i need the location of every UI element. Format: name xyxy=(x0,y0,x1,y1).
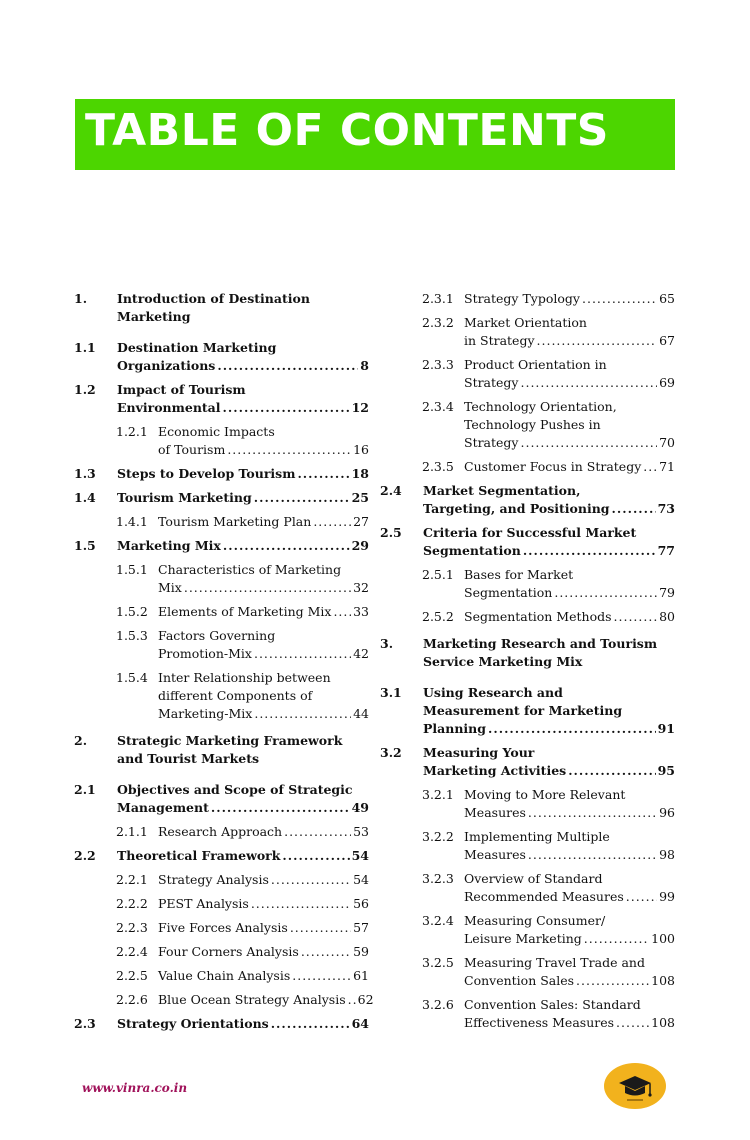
toc-entry-number: 1. xyxy=(74,291,88,306)
toc-page-number: 108 xyxy=(651,973,675,988)
toc-page-number: 99 xyxy=(659,889,675,904)
dot-leader xyxy=(292,967,351,985)
toc-entry-chapter[interactable] xyxy=(74,290,369,326)
toc-entry-title-line: Measures xyxy=(464,805,526,820)
toc-entry-title-line: Inter Relationship between xyxy=(158,670,331,685)
dot-leader xyxy=(521,434,658,452)
toc-page-number: 25 xyxy=(351,490,369,505)
toc-entry-number: 2.2.2 xyxy=(116,896,148,911)
toc-entry-number: 3.2 xyxy=(380,745,402,760)
toc-entry-title-line: Value Chain Analysis xyxy=(158,968,291,983)
toc-entry-number: 2.1 xyxy=(74,782,96,797)
toc-page-number: 29 xyxy=(351,538,369,553)
toc-entry-sub[interactable] xyxy=(74,513,369,531)
toc-entry-number: 2.2.4 xyxy=(116,944,148,959)
dot-leader xyxy=(348,991,356,1009)
toc-entry-title-line: Technology Orientation, xyxy=(464,399,617,414)
toc-entry-title-line: Promotion-Mix xyxy=(158,646,252,661)
toc-entry-title-line: Overview of Standard xyxy=(464,871,603,886)
toc-entry-section[interactable] xyxy=(74,781,369,817)
toc-page-number: 18 xyxy=(351,466,369,481)
toc-entry-title-line: Organizations xyxy=(117,358,216,373)
toc-entry-title-line: Tourism Marketing Plan xyxy=(158,514,312,529)
dot-leader xyxy=(616,1014,649,1032)
toc-entry-sub[interactable] xyxy=(74,561,369,597)
toc-entry-title-line: Factors Governing xyxy=(158,628,276,643)
toc-entry-title-line: Service Marketing Mix xyxy=(423,654,583,669)
toc-entry-section[interactable] xyxy=(74,537,369,555)
toc-entry-sub[interactable] xyxy=(74,967,369,985)
toc-page-number: 64 xyxy=(351,1016,369,1031)
toc-page-number: 70 xyxy=(659,435,675,450)
toc-entry-title-line: Leisure Marketing xyxy=(464,931,582,946)
toc-entry-section[interactable] xyxy=(380,744,675,780)
toc-entry-title-line: Steps to Develop Tourism xyxy=(117,466,296,481)
dot-leader xyxy=(282,847,349,865)
toc-entry-title-line: different Components of xyxy=(158,688,313,703)
toc-entry-number: 2.2.6 xyxy=(116,992,148,1007)
toc-entry-sub[interactable] xyxy=(74,991,374,1009)
toc-entry-sub[interactable] xyxy=(74,627,369,663)
toc-entry-number: 3.2.2 xyxy=(422,829,454,844)
toc-entry-section[interactable] xyxy=(380,684,675,738)
toc-entry-number: 2.3.5 xyxy=(422,459,454,474)
dot-leader xyxy=(184,579,351,597)
dot-leader xyxy=(488,720,656,738)
toc-entry-number: 1.1 xyxy=(74,340,96,355)
toc-entry-number: 1.5.4 xyxy=(116,670,148,685)
dot-leader xyxy=(554,584,657,602)
toc-entry-number: 3.2.4 xyxy=(422,913,454,928)
toc-entry-number: 2.4 xyxy=(380,483,402,498)
toc-entry-title-line: Blue Ocean Strategy Analysis xyxy=(158,992,346,1007)
toc-entry-sub[interactable] xyxy=(380,786,675,822)
toc-page-number: 96 xyxy=(659,805,675,820)
toc-page-number: 33 xyxy=(353,604,369,619)
toc-entry-section[interactable] xyxy=(74,465,369,483)
dot-leader xyxy=(313,513,351,531)
toc-entry-sub[interactable] xyxy=(380,870,675,906)
dot-leader xyxy=(614,608,658,626)
toc-entry-sub[interactable] xyxy=(380,314,675,350)
toc-entry-title-line: Management xyxy=(117,800,209,815)
publisher-logo xyxy=(604,1063,666,1109)
toc-entry-title-line: Strategy Orientations xyxy=(117,1016,269,1031)
dot-leader xyxy=(568,762,655,780)
toc-entry-title-line: Destination Marketing xyxy=(117,340,277,355)
toc-entry-title-line: Product Orientation in xyxy=(464,357,607,372)
toc-entry-chapter[interactable] xyxy=(380,635,675,671)
toc-entry-title-line: of Tourism xyxy=(158,442,226,457)
toc-entry-title-line: Using Research and xyxy=(423,685,563,700)
toc-page-number: 71 xyxy=(659,459,675,474)
toc-entry-number: 2.3.3 xyxy=(422,357,454,372)
toc-entry-title-line: Market Segmentation, xyxy=(423,483,581,498)
toc-entry-number: 1.5.2 xyxy=(116,604,148,619)
dot-leader xyxy=(223,399,350,417)
toc-entry-title-line: Customer Focus in Strategy xyxy=(464,459,642,474)
toc-page-number: 67 xyxy=(659,333,675,348)
toc-entry-number: 3.2.6 xyxy=(422,997,454,1012)
toc-entry-number: 2.3.1 xyxy=(422,291,454,306)
toc-page-number: 100 xyxy=(651,931,675,946)
toc-entry-title-line: Effectiveness Measures xyxy=(464,1015,615,1030)
title-banner xyxy=(75,99,675,170)
toc-page-number: 32 xyxy=(353,580,369,595)
toc-entry-title-line: Implementing Multiple xyxy=(464,829,610,844)
toc-entry-title-line: Segmentation xyxy=(464,585,553,600)
toc-entry-title-line: Measurement for Marketing xyxy=(423,703,623,718)
toc-entry-sub[interactable] xyxy=(380,954,675,990)
toc-entry-sub[interactable] xyxy=(380,458,675,476)
toc-entry-number: 1.2 xyxy=(74,382,96,397)
dot-leader xyxy=(537,332,658,350)
dot-leader xyxy=(523,542,656,560)
dot-leader xyxy=(521,374,658,392)
toc-entry-number: 1.4.1 xyxy=(116,514,148,529)
toc-page-number: 98 xyxy=(659,847,675,862)
toc-entry-sub[interactable] xyxy=(380,356,675,392)
footer-website[interactable]: www.vinra.co.in xyxy=(82,1081,188,1095)
toc-entry-title-line: and Tourist Markets xyxy=(117,751,260,766)
toc-entry-title-line: Economic Impacts xyxy=(158,424,275,439)
toc-entry-sub[interactable] xyxy=(74,895,369,913)
toc-entry-section[interactable] xyxy=(74,847,369,865)
toc-page-number: 53 xyxy=(353,824,369,839)
toc-entry-title-line: Introduction of Destination xyxy=(117,291,310,306)
dot-leader xyxy=(528,846,657,864)
toc-entry-number: 2.3 xyxy=(74,1016,96,1031)
toc-page-number: 69 xyxy=(659,375,675,390)
toc-entry-title-line: in Strategy xyxy=(464,333,535,348)
toc-entry-number: 2.3.4 xyxy=(422,399,454,414)
toc-entry-title-line: Strategic Marketing Framework xyxy=(117,733,343,748)
toc-entry-number: 2.2.5 xyxy=(116,968,148,983)
toc-entry-title-line: Impact of Tourism xyxy=(117,382,246,397)
dot-leader xyxy=(217,357,358,375)
toc-page-number: 49 xyxy=(351,800,369,815)
toc-entry-number: 2.2 xyxy=(74,848,96,863)
dot-leader xyxy=(612,500,656,518)
toc-entry-sub[interactable] xyxy=(380,566,675,602)
toc-entry-sub[interactable] xyxy=(380,912,675,948)
toc-entry-number: 3.2.3 xyxy=(422,871,454,886)
toc-entry-number: 1.5.3 xyxy=(116,628,148,643)
toc-entry-number: 1.2.1 xyxy=(116,424,148,439)
toc-entry-chapter[interactable] xyxy=(74,732,369,768)
toc-entry-number: 2.5 xyxy=(380,525,402,540)
toc-entry-number: 3.1 xyxy=(380,685,402,700)
toc-page-number: 54 xyxy=(353,872,369,887)
toc-entry-title-line: Technology Pushes in xyxy=(464,417,601,432)
toc-page-number: 8 xyxy=(360,358,369,373)
toc-entry-title-line: Market Orientation xyxy=(464,315,587,330)
toc-entry-title-line: Recommended Measures xyxy=(464,889,624,904)
toc-entry-title-line: Bases for Market xyxy=(464,567,574,582)
toc-entry-title-line: Environmental xyxy=(117,400,221,415)
toc-entry-number: 1.5 xyxy=(74,538,96,553)
toc-entry-title-line: Moving to More Relevant xyxy=(464,787,626,802)
toc-entry-number: 1.4 xyxy=(74,490,96,505)
toc-entry-sub[interactable] xyxy=(74,603,369,621)
toc-entry-number: 2.2.3 xyxy=(116,920,148,935)
toc-entry-number: 2.2.1 xyxy=(116,872,148,887)
toc-entry-number: 3. xyxy=(380,636,394,651)
toc-entry-section[interactable] xyxy=(380,524,675,560)
dot-leader xyxy=(643,458,657,476)
dot-leader xyxy=(584,930,649,948)
toc-entry-title-line: Strategy xyxy=(464,375,519,390)
toc-entry-number: 1.3 xyxy=(74,466,96,481)
toc-page-number: 77 xyxy=(657,543,675,558)
toc-entry-title-line: Measuring Travel Trade and xyxy=(464,955,645,970)
toc-page-number: 16 xyxy=(353,442,369,457)
dot-leader xyxy=(271,871,351,889)
toc-page-number: 62 xyxy=(357,992,374,1007)
toc-entry-number: 2.3.2 xyxy=(422,315,454,330)
dot-leader xyxy=(301,943,351,961)
toc-page-number: 80 xyxy=(659,609,675,624)
toc-entry-number: 2. xyxy=(74,733,88,748)
toc-entry-title-line: Objectives and Scope of Strategic xyxy=(117,782,353,797)
toc-entry-title-line: PEST Analysis xyxy=(158,896,249,911)
toc-entry-section[interactable] xyxy=(380,482,675,518)
toc-page-number: 12 xyxy=(351,400,369,415)
toc-entry-number: 2.5.2 xyxy=(422,609,454,624)
toc-entry-sub[interactable] xyxy=(380,398,675,452)
toc-page-number: 108 xyxy=(651,1015,675,1030)
toc-entry-title-line: Marketing Mix xyxy=(117,538,221,553)
dot-leader xyxy=(223,537,350,555)
page-title: TABLE OF CONTENTS xyxy=(85,105,609,156)
dot-leader xyxy=(271,1015,350,1033)
toc-entry-title-line: Strategy xyxy=(464,435,519,450)
toc-page-number: 57 xyxy=(353,920,369,935)
toc-entry-title-line: Research Approach xyxy=(158,824,283,839)
graduation-cap-icon xyxy=(604,1063,666,1109)
toc-entry-section[interactable] xyxy=(74,381,369,417)
toc-entry-title-line: Strategy Analysis xyxy=(158,872,269,887)
toc-entry-sub[interactable] xyxy=(74,823,369,841)
dot-leader xyxy=(254,705,351,723)
toc-page-number: 65 xyxy=(659,291,675,306)
dot-leader xyxy=(576,972,649,990)
toc-entry-title-line: Marketing-Mix xyxy=(158,706,253,721)
toc-entry-title-line: Four Corners Analysis xyxy=(158,944,299,959)
dot-leader xyxy=(297,465,349,483)
dot-leader xyxy=(284,823,351,841)
toc-entry-title-line: Marketing Activities xyxy=(423,763,567,778)
toc-entry-title-line: Segmentation xyxy=(423,543,521,558)
toc-page-number: 73 xyxy=(657,501,675,516)
toc-page-number: 61 xyxy=(353,968,369,983)
dot-leader xyxy=(582,290,657,308)
dot-leader xyxy=(333,603,351,621)
toc-entry-title-line: Strategy Typology xyxy=(464,291,580,306)
toc-page-number: 54 xyxy=(351,848,369,863)
dot-leader xyxy=(254,489,350,507)
dot-leader xyxy=(254,645,351,663)
toc-entry-sub[interactable] xyxy=(380,828,675,864)
dot-leader xyxy=(290,919,351,937)
toc-entry-number: 2.1.1 xyxy=(116,824,148,839)
toc-entry-sub[interactable] xyxy=(74,943,369,961)
dot-leader xyxy=(227,441,351,459)
toc-left-column xyxy=(74,290,374,1039)
toc-entry-title-line: Targeting, and Positioning xyxy=(423,501,610,516)
toc-page-number: 91 xyxy=(657,721,675,736)
toc-entry-title-line: Convention Sales xyxy=(464,973,575,988)
toc-page-number: 79 xyxy=(659,585,675,600)
dot-leader xyxy=(626,888,657,906)
toc-entry-title-line: Mix xyxy=(158,580,182,595)
toc-entry-section[interactable] xyxy=(74,489,369,507)
toc-entry-number: 3.2.1 xyxy=(422,787,454,802)
toc-entry-sub[interactable] xyxy=(380,608,675,626)
toc-page-number: 56 xyxy=(353,896,369,911)
toc-entry-sub[interactable] xyxy=(74,669,369,723)
toc-page-number: 95 xyxy=(657,763,675,778)
toc-entry-title-line: Measures xyxy=(464,847,526,862)
toc-entry-number: 2.5.1 xyxy=(422,567,454,582)
dot-leader xyxy=(528,804,657,822)
toc-page-number: 27 xyxy=(353,514,369,529)
toc-entry-title-line: Marketing xyxy=(117,309,191,324)
dot-leader xyxy=(211,799,350,817)
toc-entry-sub[interactable] xyxy=(380,996,675,1032)
toc-entry-section[interactable] xyxy=(74,1015,369,1033)
toc-entry-sub[interactable] xyxy=(380,290,675,308)
toc-entry-title-line: Theoretical Framework xyxy=(117,848,281,863)
toc-entry-title-line: Five Forces Analysis xyxy=(158,920,288,935)
toc-entry-title-line: Characteristics of Marketing xyxy=(158,562,342,577)
dot-leader xyxy=(251,895,351,913)
toc-entry-title-line: Criteria for Successful Market xyxy=(423,525,637,540)
toc-entry-title-line: Convention Sales: Standard xyxy=(464,997,641,1012)
toc-entry-number: 3.2.5 xyxy=(422,955,454,970)
toc-entry-number: 1.5.1 xyxy=(116,562,148,577)
toc-entry-title-line: Measuring Your xyxy=(423,745,535,760)
toc-entry-sub[interactable] xyxy=(74,871,369,889)
toc-entry-title-line: Marketing Research and Tourism xyxy=(423,636,658,651)
toc-right-column xyxy=(380,290,675,1038)
toc-entry-sub[interactable] xyxy=(74,423,369,459)
toc-entry-title-line: Measuring Consumer/ xyxy=(464,913,606,928)
toc-entry-title-line: Elements of Marketing Mix xyxy=(158,604,332,619)
toc-entry-title-line: Segmentation Methods xyxy=(464,609,612,624)
toc-entry-title-line: Planning xyxy=(423,721,487,736)
toc-entry-section[interactable] xyxy=(74,339,369,375)
toc-page-number: 59 xyxy=(353,944,369,959)
toc-page-number: 44 xyxy=(353,706,369,721)
toc-entry-sub[interactable] xyxy=(74,919,369,937)
toc-page-number: 42 xyxy=(353,646,369,661)
toc-entry-title-line: Tourism Marketing xyxy=(117,490,252,505)
